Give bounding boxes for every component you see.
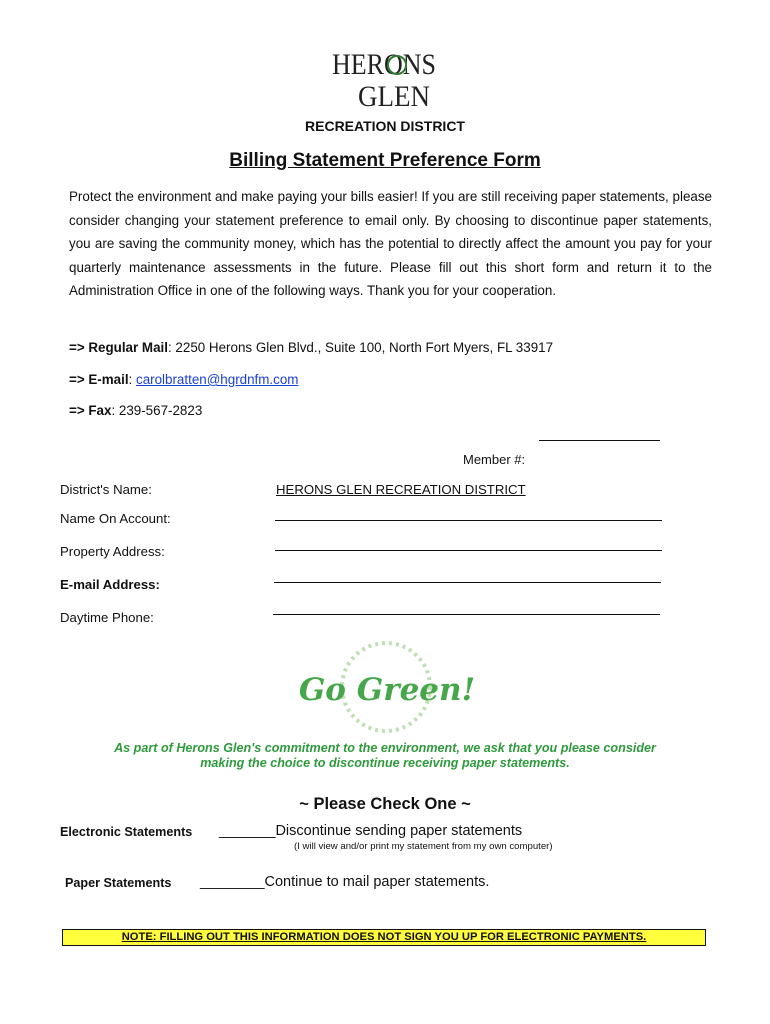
- property-address-field[interactable]: [275, 550, 662, 551]
- commitment-line2: making the choice to discontinue receiving paper statements.: [200, 756, 570, 770]
- daytime-phone-field[interactable]: [273, 614, 660, 615]
- member-number-field[interactable]: [539, 440, 660, 441]
- commitment-line1: As part of Herons Glen's commitment to the environment, we ask that you please consider: [114, 741, 656, 755]
- fax-line: [69, 403, 202, 418]
- go-green-text: Go Green!: [298, 672, 476, 708]
- district-name-label: District's Name:: [60, 482, 152, 497]
- herons-glen-logo: [330, 44, 440, 112]
- fax-number: : 239-567-2823: [111, 403, 203, 418]
- check-one-heading: ~ Please Check One ~: [299, 795, 471, 813]
- electronic-check-blank[interactable]: _______: [219, 823, 276, 839]
- electronic-option-text: Discontinue sending paper statements: [275, 823, 523, 839]
- logo-line1: HERONS: [332, 48, 436, 81]
- intro-paragraph: Protect the environment and make paying your bills easier! If you are still receiving paper statements, please consider changing your statement preference to email only. By choosing to discontinue paper statements, you are saving the community money, which has the potential to directly affect the amount you pay for your quarterly maintenance assessments in the future. Please fill out this short form and return it to the Administration Office in one of the following ways. Thank you for your cooperation.: [69, 189, 712, 298]
- regular-mail-line: [69, 340, 553, 355]
- district-name-value: HERONS GLEN RECREATION DISTRICT: [276, 482, 526, 497]
- email-link[interactable]: carolbratten@hgrdnfm.com: [136, 372, 299, 387]
- fax-label: => Fax: [69, 403, 112, 418]
- email-contact-label: => E-mail: [69, 372, 129, 387]
- paper-statements-option[interactable]: [200, 874, 489, 890]
- go-green-badge: [298, 638, 476, 736]
- electronic-payments-note: NOTE: FILLING OUT THIS INFORMATION DOES NOT SIGN YOU UP FOR ELECTRONIC PAYMENTS.: [62, 929, 706, 946]
- logo-line2: GLEN: [358, 80, 430, 113]
- email-address-field[interactable]: [274, 582, 661, 583]
- email-separator: :: [128, 372, 136, 387]
- member-number-label: Member #:: [463, 452, 526, 467]
- email-line: [69, 372, 298, 387]
- regular-mail-address: : 2250 Herons Glen Blvd., Suite 100, North Fort Myers, FL 33917: [167, 340, 554, 355]
- name-on-account-field[interactable]: [275, 520, 662, 521]
- electronic-statements-label: Electronic Statements: [60, 825, 193, 839]
- electronic-statements-option[interactable]: [219, 823, 522, 839]
- paper-statements-label: Paper Statements: [65, 876, 172, 890]
- paper-check-blank[interactable]: ________: [200, 874, 265, 890]
- form-title: Billing Statement Preference Form: [229, 150, 541, 171]
- property-address-label: Property Address:: [60, 544, 165, 559]
- regular-mail-label: => Regular Mail: [69, 340, 168, 355]
- name-on-account-label: Name On Account:: [60, 511, 171, 526]
- email-address-label: E-mail Address:: [60, 577, 160, 592]
- daytime-phone-label: Daytime Phone:: [60, 610, 154, 625]
- electronic-option-note: (I will view and/or print my statement from my own computer): [294, 841, 553, 852]
- paper-option-text: Continue to mail paper statements.: [264, 874, 490, 890]
- district-heading: RECREATION DISTRICT: [305, 118, 465, 134]
